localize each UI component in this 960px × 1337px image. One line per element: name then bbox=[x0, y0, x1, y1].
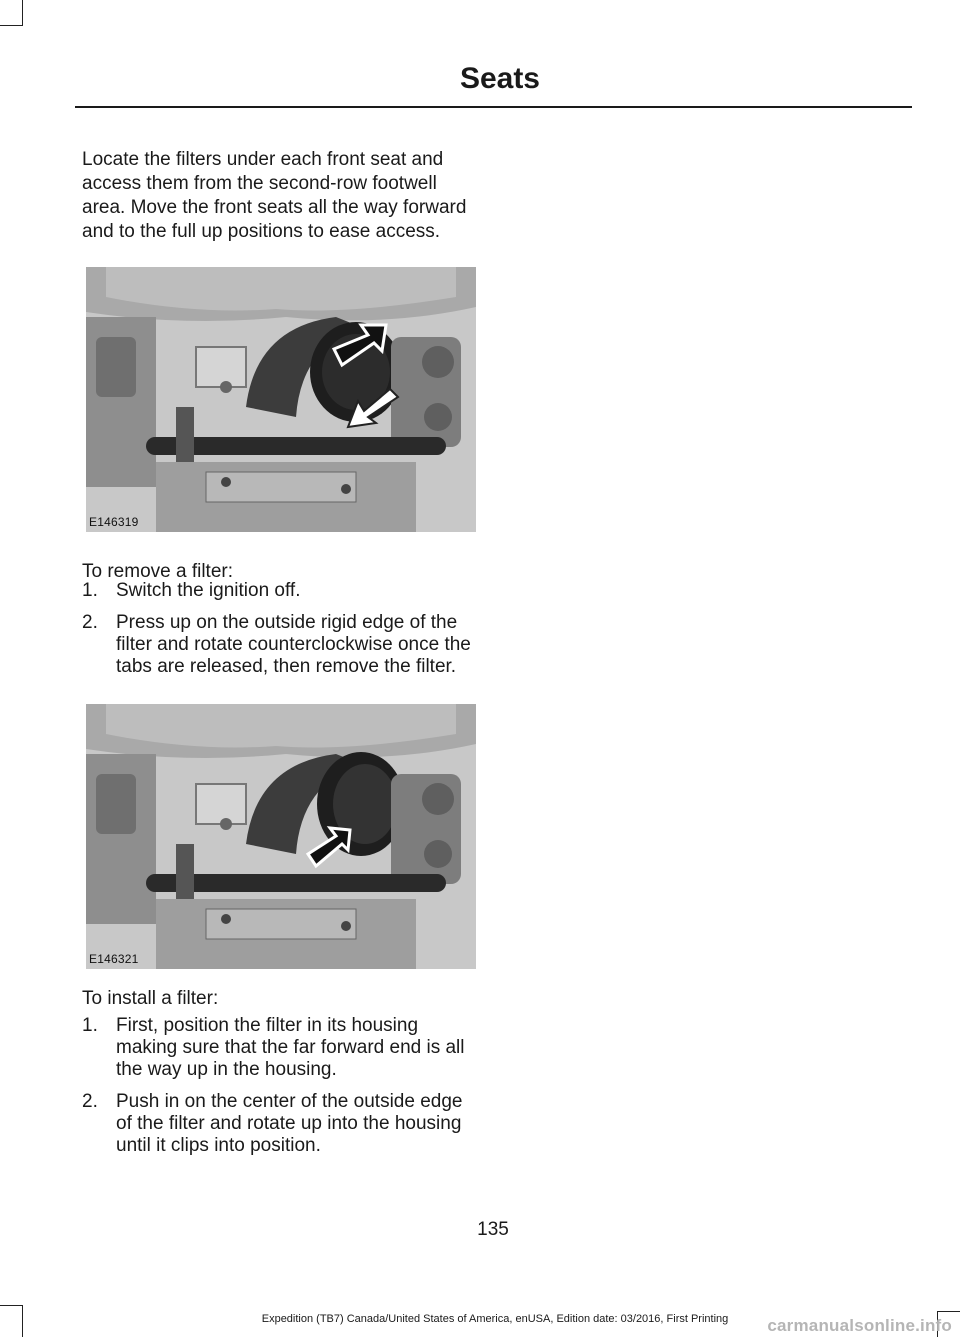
page-number: 135 bbox=[477, 1219, 509, 1240]
list-item bbox=[82, 580, 478, 602]
intro-paragraph: Locate the filters under each front seat and access them from the second-row footwell area. Move the front seats all the way forward and to the full up positions to ease access. bbox=[82, 149, 467, 242]
step-text: Push in on the center of the outside edge of the filter and rotate up into the housing until it clips into position. bbox=[116, 1091, 463, 1156]
figure-code: E146321 bbox=[89, 952, 139, 966]
list-item bbox=[82, 1015, 478, 1081]
header-rule bbox=[75, 106, 912, 108]
install-lead: To install a filter: bbox=[82, 988, 219, 1009]
step-number: 1. bbox=[82, 1015, 98, 1036]
step-text: Switch the ignition off. bbox=[116, 580, 301, 601]
crop-mark bbox=[0, 1305, 23, 1306]
install-steps bbox=[82, 1015, 478, 1167]
list-item bbox=[82, 1091, 478, 1157]
filter-removal-illustration bbox=[86, 704, 476, 969]
watermark: carmanualsonline.info bbox=[767, 1316, 952, 1335]
step-number: 2. bbox=[82, 612, 98, 633]
step-number: 2. bbox=[82, 1091, 98, 1112]
list-item bbox=[82, 612, 478, 678]
crop-mark bbox=[937, 1311, 960, 1312]
remove-steps bbox=[82, 580, 478, 688]
figure-code: E146319 bbox=[89, 515, 139, 529]
crop-mark bbox=[22, 0, 23, 26]
page-title: Seats bbox=[459, 62, 540, 95]
crop-mark bbox=[0, 25, 23, 26]
step-text: Press up on the outside rigid edge of the filter and rotate counterclockwise once the tabs are released, then remove the filter. bbox=[116, 612, 471, 677]
footer-text: Expedition (TB7) Canada/United States of America, enUSA, Edition date: 03/2016, First Printing bbox=[261, 1313, 729, 1325]
remove-lead: To remove a filter: bbox=[82, 561, 233, 582]
step-text: First, position the filter in its housing making sure that the far forward end is all the way up in the housing. bbox=[116, 1015, 465, 1080]
step-number: 1. bbox=[82, 580, 98, 601]
filter-location-illustration bbox=[86, 267, 476, 532]
